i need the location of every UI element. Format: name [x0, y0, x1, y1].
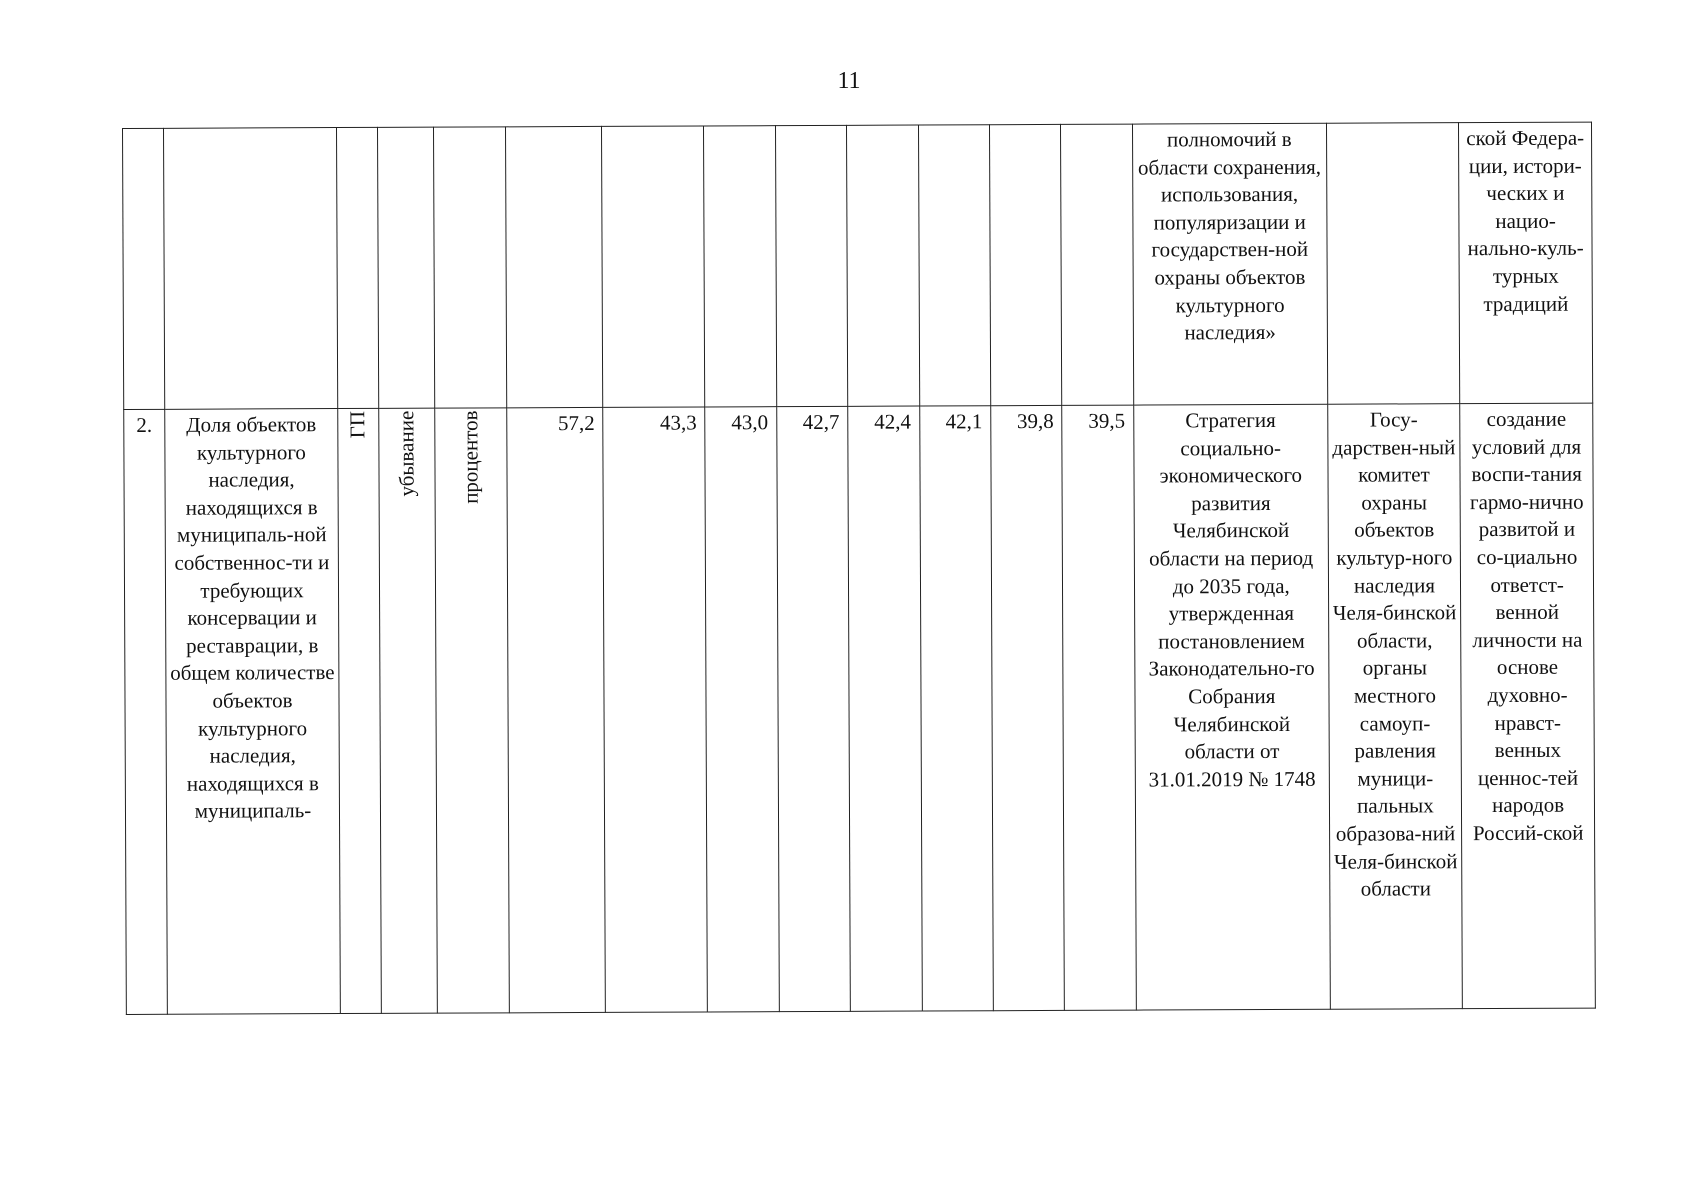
cell-empty — [123, 128, 165, 409]
cell-trend — [379, 408, 438, 1013]
cell-empty — [847, 125, 920, 406]
cell-empty — [775, 125, 848, 406]
cell-value: 42,7 — [777, 406, 851, 1011]
cell-value: 42,1 — [919, 406, 993, 1011]
cell-empty — [163, 128, 338, 410]
trend-text: убывание — [394, 410, 419, 497]
table-row — [123, 122, 1593, 409]
cell-empty — [1326, 123, 1460, 405]
cell-document: Стратегия социально-экономического развития Челябинской области на период до 2035 года, утвержденная постановлением Законодательно-го Собрания Челябинской области от 31.01.2019 № 1748 — [1134, 404, 1330, 1010]
cell-empty — [602, 126, 705, 407]
cell-value: 57,2 — [506, 407, 606, 1012]
type-code-text: ГП — [345, 410, 370, 439]
indicators-table — [122, 122, 1596, 1015]
cell-empty — [918, 125, 991, 406]
cell-value: 42,4 — [848, 406, 922, 1011]
cell-empty — [378, 127, 435, 408]
cell-value: 43,0 — [705, 407, 779, 1012]
table-row — [124, 403, 1596, 1014]
cell-empty — [704, 126, 777, 407]
cell-index: 2. — [124, 409, 167, 1014]
cell-empty — [505, 126, 603, 407]
cell-value: 39,5 — [1062, 405, 1136, 1010]
cell-value: 43,3 — [603, 407, 708, 1012]
cell-goal-continuation: ской Федера-ции, истори-ческих и нацио-нально-куль-турных традиций — [1459, 122, 1593, 404]
cell-value: 39,8 — [991, 405, 1065, 1010]
cell-goal: создание условий для воспи-тания гармо-нично развитой и со-циально ответст-венной личности на основе духовно-нравст-венных ценнос-тей народов Россий-ской — [1460, 403, 1595, 1009]
cell-document-continuation: полномочий в области сохранения, использования, популяризации и государствен-ной охраны объектов культурного наследия» — [1132, 123, 1327, 405]
cell-responsible: Госу-дарствен-ный комитет охраны объектов культур-ного наследия Челя-бинской области, органы местного самоуп-равления муници-пальных образова-ний Челя-бинской области — [1327, 404, 1462, 1010]
cell-empty — [337, 127, 379, 408]
unit-text: процентов — [457, 410, 483, 504]
cell-empty — [990, 124, 1063, 405]
page-number: 11 — [837, 68, 861, 94]
cell-indicator-name: Доля объектов культурного наследия, находящихся в муниципаль-ной собственнос-ти и требующих консервации и реставрации, в общем количестве объектов культурного наследия, находящихся в муниципаль- — [165, 409, 341, 1015]
cell-type-code — [338, 408, 381, 1013]
cell-empty — [434, 127, 507, 408]
cell-empty — [1061, 124, 1134, 405]
cell-unit — [435, 408, 509, 1013]
